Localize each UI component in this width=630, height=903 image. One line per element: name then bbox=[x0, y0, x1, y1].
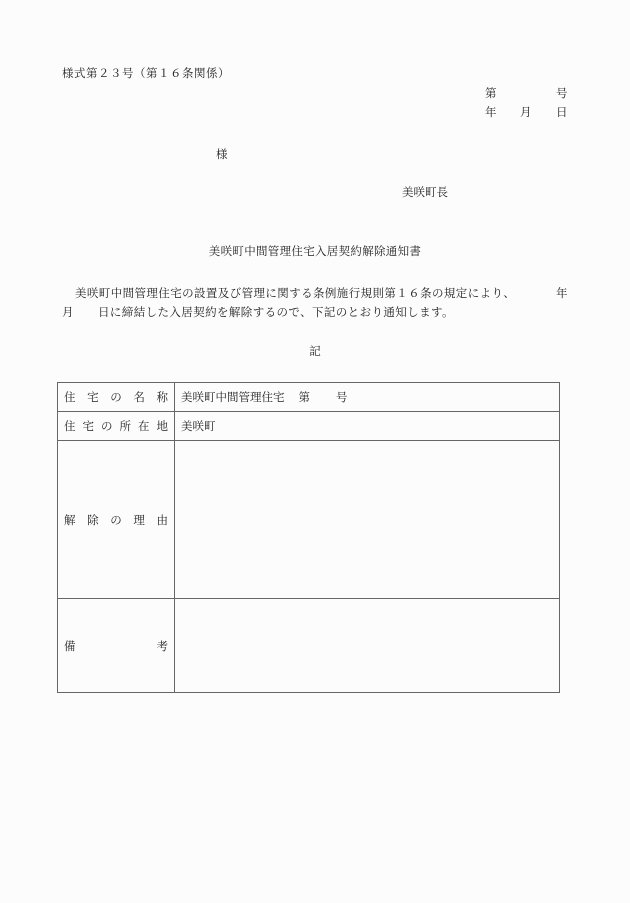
document-title: 美咲町中間管理住宅入居契約解除通知書 bbox=[208, 244, 422, 258]
form-number: 様式第２３号（第１６条関係） bbox=[62, 66, 230, 80]
label-housing-address: 住 宅 の 所 在 地 bbox=[64, 419, 168, 433]
body-month-label: 月 bbox=[62, 305, 74, 319]
record-table bbox=[57, 382, 560, 693]
value-cancellation-reason[interactable] bbox=[175, 441, 559, 598]
date-year-label: 年 bbox=[485, 105, 497, 119]
body-year-label: 年 bbox=[556, 286, 568, 300]
label-cell bbox=[58, 412, 175, 440]
date-day-label: 日 bbox=[556, 105, 568, 119]
table-row-cancellation-reason bbox=[58, 441, 559, 599]
body-text-line1: 美咲町中間管理住宅の設置及び管理に関する条例施行規則第１６条の規定により、 bbox=[75, 286, 516, 300]
housing-name-prefix: 美咲町中間管理住宅 bbox=[181, 390, 285, 404]
table-row-remarks bbox=[58, 599, 559, 692]
sender-name: 美咲町長 bbox=[402, 185, 448, 199]
recipient-honorific: 様 bbox=[216, 147, 228, 161]
value-housing-address[interactable]: 美咲町 bbox=[181, 419, 216, 433]
body-text-line2: 日に締結した入居契約を解除するので、下記のとおり通知します。 bbox=[98, 305, 454, 319]
label-cancellation-reason: 解 除 の 理 由 bbox=[64, 512, 168, 527]
label-cell bbox=[58, 383, 175, 411]
housing-number-prefix: 第 bbox=[298, 390, 310, 404]
doc-number-prefix: 第 bbox=[485, 86, 497, 100]
label-cell bbox=[58, 599, 175, 692]
doc-number-suffix: 号 bbox=[556, 86, 568, 100]
table-row-housing-address bbox=[58, 412, 559, 441]
label-remarks: 備 考 bbox=[64, 638, 168, 653]
date-month-label: 月 bbox=[520, 105, 532, 119]
ki-heading: 記 bbox=[309, 344, 321, 358]
label-cell bbox=[58, 441, 175, 598]
housing-number-suffix: 号 bbox=[336, 390, 348, 404]
value-remarks[interactable] bbox=[175, 599, 559, 692]
value-housing-name[interactable] bbox=[175, 383, 559, 411]
label-housing-name: 住 宅 の 名 称 bbox=[64, 390, 168, 404]
table-row-housing-name bbox=[58, 383, 559, 412]
